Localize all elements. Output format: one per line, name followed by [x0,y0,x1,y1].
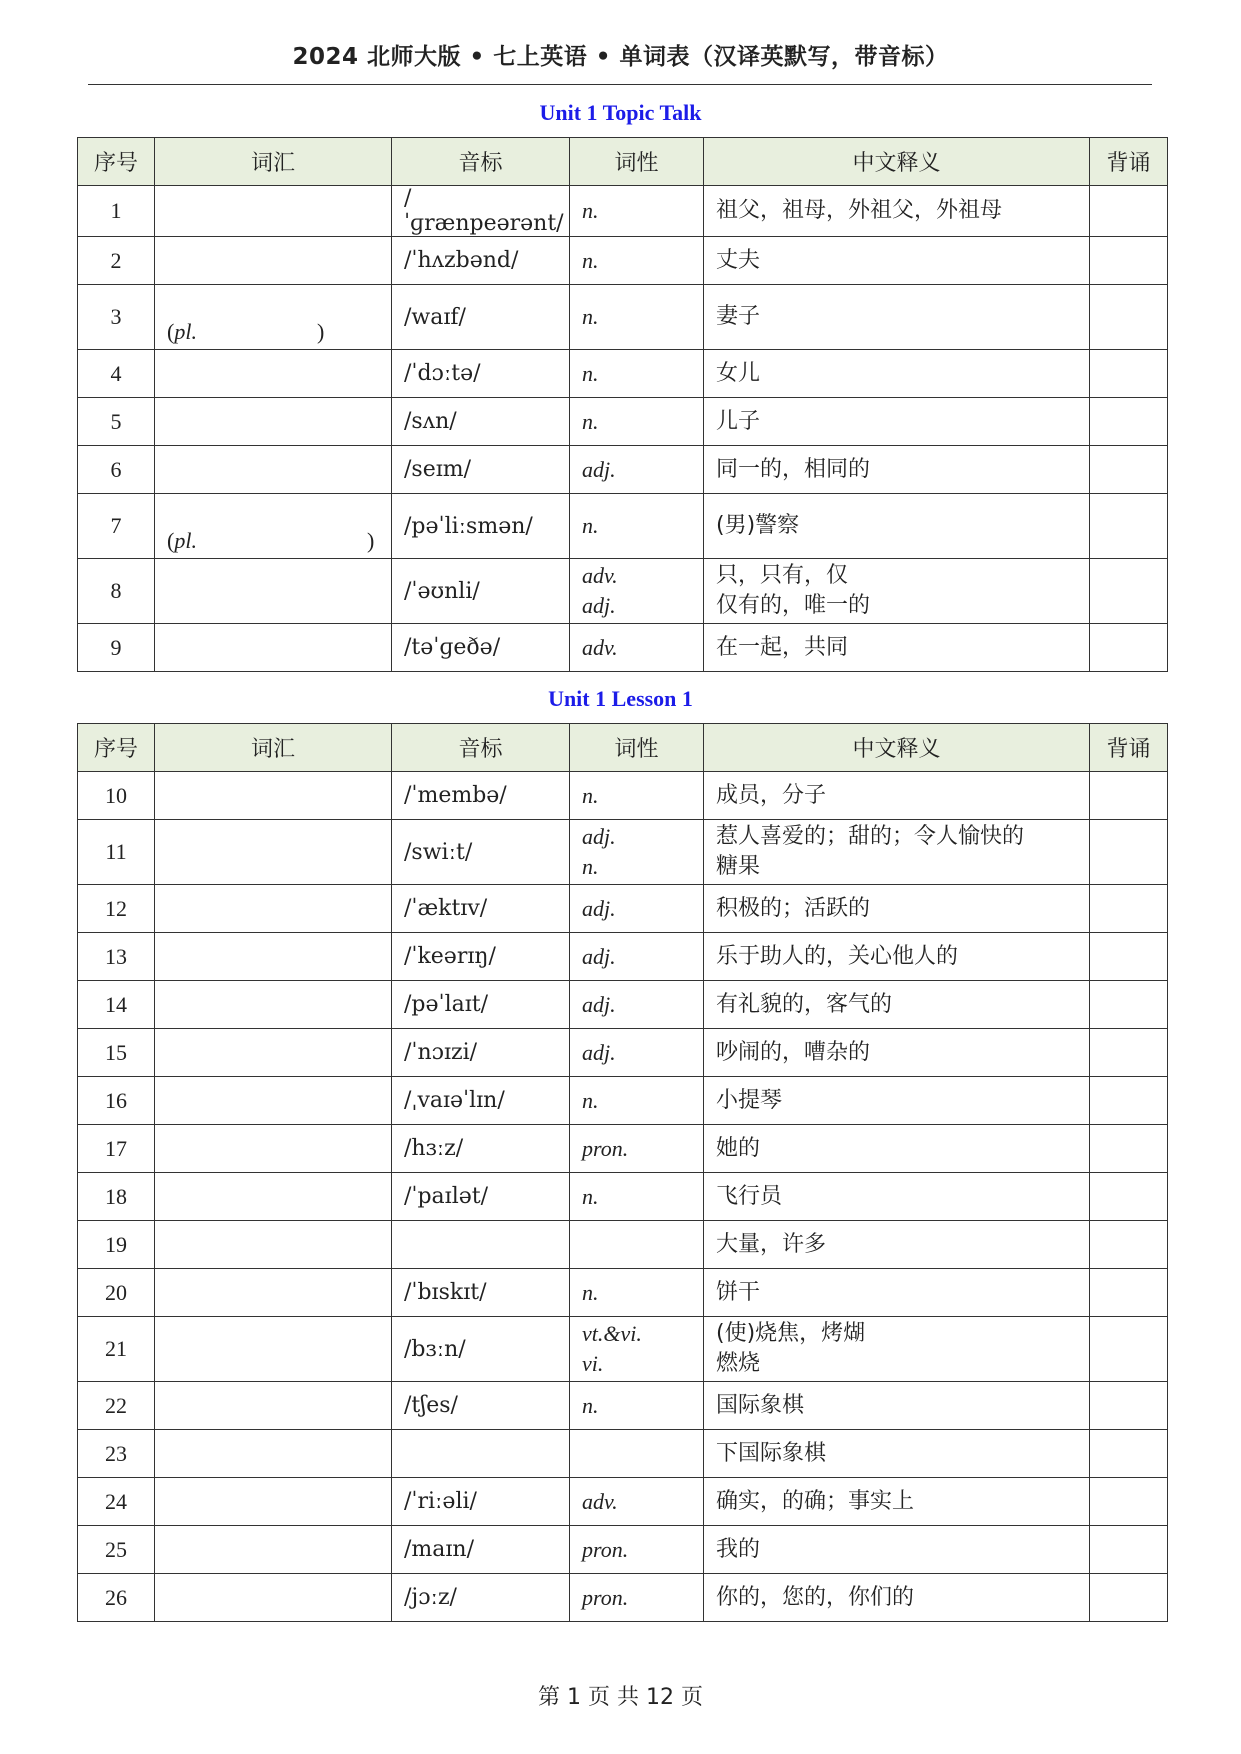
part-of-speech: vt.&vi. [582,1321,642,1346]
row-number: 25 [78,1526,155,1574]
table-row [78,559,1168,624]
table-row [78,820,1168,885]
word-blank-cell[interactable] [155,1430,392,1478]
recite-check-cell[interactable] [1090,933,1168,981]
word-blank-cell[interactable] [155,559,392,624]
row-number: 17 [78,1125,155,1173]
part-of-speech-cell [570,885,704,933]
word-blank-cell[interactable] [155,933,392,981]
recite-check-cell[interactable] [1090,237,1168,285]
meaning-text: 我的 [716,1536,761,1562]
meaning-text: 只，只有，仅 [716,563,849,588]
meaning-text: 糖果 [716,854,761,879]
phonetic-cell: /ˈnɔɪzi/ [392,1029,570,1077]
meaning-text: 小提琴 [716,1087,783,1113]
row-number: 9 [78,624,155,672]
meaning-text: 下国际象棋 [716,1440,827,1466]
recite-check-cell[interactable] [1090,1221,1168,1269]
meaning-cell [704,1317,1090,1382]
phonetic-cell: /tʃes/ [392,1382,570,1430]
part-of-speech-cell [570,1382,704,1430]
word-blank-cell[interactable] [155,398,392,446]
table-row [78,1382,1168,1430]
col-header-word: 词汇 [155,724,392,772]
part-of-speech-cell [570,285,704,350]
part-of-speech: adj. [582,456,616,482]
part-of-speech: adv. [582,634,618,660]
part-of-speech-cell [570,494,704,559]
row-number: 7 [78,494,155,559]
table-header-row [78,724,1168,772]
phonetic-cell: /təˈɡeðə/ [392,624,570,672]
word-blank-cell[interactable] [155,1029,392,1077]
meaning-cell [704,1029,1090,1077]
phonetic-cell: /waɪf/ [392,285,570,350]
table-row [78,1221,1168,1269]
part-of-speech: n. [582,1183,599,1209]
recite-check-cell[interactable] [1090,350,1168,398]
part-of-speech: adj. [582,943,616,969]
page-footer: 第 1 页 共 12 页 [538,1685,703,1710]
table-row [78,1173,1168,1221]
phonetic-cell: /ˈbɪskɪt/ [392,1269,570,1317]
phonetic-cell: /ˈdɔːtə/ [392,350,570,398]
meaning-cell [704,285,1090,350]
part-of-speech-cell [570,772,704,820]
part-of-speech-cell [570,1317,704,1382]
word-blank-cell[interactable] [155,1125,392,1173]
recite-check-cell[interactable] [1090,1077,1168,1125]
table-row [78,1029,1168,1077]
row-number: 10 [78,772,155,820]
phonetic-cell: /ˈhʌzbənd/ [392,237,570,285]
meaning-cell [704,820,1090,885]
word-blank-cell[interactable] [155,981,392,1029]
meaning-cell [704,350,1090,398]
part-of-speech-cell [570,1125,704,1173]
part-of-speech-cell [570,1526,704,1574]
phonetic-cell: /ˈɡrænpeərənt/ [392,186,570,237]
col-header-meaning: 中文释义 [704,138,1090,186]
meaning-text: 燃烧 [716,1351,761,1376]
table-row [78,494,1168,559]
row-number: 8 [78,559,155,624]
meaning-text: 积极的；活跃的 [716,895,871,921]
recite-check-cell[interactable] [1090,1574,1168,1622]
word-blank-cell[interactable] [155,350,392,398]
word-blank-cell[interactable] [155,1173,392,1221]
word-blank-cell[interactable] [155,1478,392,1526]
row-number: 11 [78,820,155,885]
table-row [78,624,1168,672]
table-row [78,1317,1168,1382]
recite-check-cell[interactable] [1090,186,1168,237]
vocab-table-topic-talk [77,137,1168,672]
meaning-text: 国际象棋 [716,1392,805,1418]
vocab-table-lesson-1 [77,723,1168,1622]
meaning-cell [704,933,1090,981]
meaning-text: 丈夫 [716,247,761,273]
part-of-speech-cell [570,624,704,672]
part-of-speech-cell [570,1269,704,1317]
col-header-pos: 词性 [570,138,704,186]
part-of-speech: n. [582,782,599,808]
col-header-recite: 背诵 [1090,138,1168,186]
part-of-speech: pron. [582,1584,629,1610]
meaning-cell [704,446,1090,494]
table-row [78,1430,1168,1478]
meaning-cell [704,1125,1090,1173]
part-of-speech: pron. [582,1536,629,1562]
meaning-text: 在一起，共同 [716,634,849,660]
recite-check-cell[interactable] [1090,285,1168,350]
recite-check-cell[interactable] [1090,1526,1168,1574]
plural-note: (pl. ) [167,319,325,344]
word-blank-cell[interactable] [155,772,392,820]
meaning-cell [704,772,1090,820]
word-blank-cell[interactable] [155,820,392,885]
table-row [78,1526,1168,1574]
meaning-text: 有礼貌的，客气的 [716,991,893,1017]
meaning-cell [704,1478,1090,1526]
table-row [78,1125,1168,1173]
recite-check-cell[interactable] [1090,1430,1168,1478]
meaning-cell [704,494,1090,559]
table-row [78,981,1168,1029]
part-of-speech: vi. [582,1351,604,1376]
recite-check-cell[interactable] [1090,494,1168,559]
part-of-speech: n. [582,1087,599,1113]
word-blank-cell[interactable] [155,885,392,933]
meaning-cell [704,981,1090,1029]
part-of-speech: pron. [582,1135,629,1161]
meaning-text: 吵闹的，嘈杂的 [716,1039,871,1065]
meaning-text: 大量，许多 [716,1231,827,1257]
meaning-text: 她的 [716,1135,761,1161]
meaning-text: 你的，您的，你们的 [716,1584,915,1610]
row-number: 5 [78,398,155,446]
recite-check-cell[interactable] [1090,1317,1168,1382]
row-number: 15 [78,1029,155,1077]
word-blank-cell[interactable] [155,285,392,350]
recite-check-cell[interactable] [1090,1269,1168,1317]
word-blank-cell[interactable] [155,237,392,285]
recite-check-cell[interactable] [1090,772,1168,820]
phonetic-cell: /seɪm/ [392,446,570,494]
part-of-speech: n. [582,513,599,538]
plural-label: pl. [174,528,197,553]
part-of-speech-cell [570,933,704,981]
phonetic-cell: /pəˈliːsmən/ [392,494,570,559]
part-of-speech: adj. [582,991,616,1017]
meaning-text: (男)警察 [716,513,800,538]
table-row [78,1269,1168,1317]
meaning-cell [704,885,1090,933]
table-row [78,398,1168,446]
part-of-speech: n. [582,198,599,223]
part-of-speech: adv. [582,1488,618,1514]
meaning-text: 惹人喜爱的；甜的；令人愉快的 [716,824,1025,849]
word-blank-cell[interactable] [155,1269,392,1317]
table-row [78,186,1168,237]
meaning-cell [704,1077,1090,1125]
row-number: 22 [78,1382,155,1430]
col-header-word: 词汇 [155,138,392,186]
row-number: 2 [78,237,155,285]
word-blank-cell[interactable] [155,186,392,237]
part-of-speech-cell [570,981,704,1029]
phonetic-cell: /hɜːz/ [392,1125,570,1173]
part-of-speech: n. [582,304,599,329]
section-title-lesson-1: Unit 1 Lesson 1 [548,686,693,711]
word-blank-cell[interactable] [155,1077,392,1125]
table-row [78,350,1168,398]
phonetic-cell: /ˈpaɪlət/ [392,1173,570,1221]
recite-check-cell[interactable] [1090,624,1168,672]
row-number: 3 [78,285,155,350]
phonetic-cell [392,1430,570,1478]
recite-check-cell[interactable] [1090,398,1168,446]
word-blank-cell[interactable] [155,494,392,559]
col-header-phonetic: 音标 [392,724,570,772]
row-number: 23 [78,1430,155,1478]
phonetic-cell: /jɔːz/ [392,1574,570,1622]
part-of-speech: n. [582,360,599,386]
recite-check-cell[interactable] [1090,559,1168,624]
part-of-speech: adj. [582,895,616,921]
part-of-speech-cell [570,237,704,285]
meaning-cell [704,1526,1090,1574]
meaning-cell [704,559,1090,624]
part-of-speech-cell [570,1173,704,1221]
phonetic-cell: /ˌvaɪəˈlɪn/ [392,1077,570,1125]
part-of-speech: adj. [582,1039,616,1065]
meaning-cell [704,1574,1090,1622]
table-header-row [78,138,1168,186]
meaning-text: 饼干 [716,1279,761,1305]
meaning-cell [704,1221,1090,1269]
table-row [78,885,1168,933]
col-header-meaning: 中文释义 [704,724,1090,772]
word-blank-cell[interactable] [155,1574,392,1622]
recite-check-cell[interactable] [1090,1125,1168,1173]
table-row [78,1574,1168,1622]
word-blank-cell[interactable] [155,446,392,494]
part-of-speech-cell [570,820,704,885]
part-of-speech-cell [570,1221,704,1269]
row-number: 21 [78,1317,155,1382]
row-number: 26 [78,1574,155,1622]
row-number: 14 [78,981,155,1029]
meaning-text: 成员，分子 [716,782,827,808]
meaning-text: 女儿 [716,360,761,386]
meaning-cell [704,1173,1090,1221]
table-row [78,285,1168,350]
plural-label: pl. [174,319,197,344]
part-of-speech-cell [570,398,704,446]
meaning-text: 飞行员 [716,1183,783,1209]
row-number: 6 [78,446,155,494]
table-row [78,933,1168,981]
part-of-speech: adj. [582,824,616,849]
meaning-cell [704,624,1090,672]
table-row [78,1478,1168,1526]
plural-note: (pl. ) [167,528,375,553]
recite-check-cell[interactable] [1090,1029,1168,1077]
meaning-text: 确实，的确；事实上 [716,1488,915,1514]
row-number: 16 [78,1077,155,1125]
meaning-cell [704,237,1090,285]
part-of-speech: adj. [582,593,616,618]
phonetic-cell: /sʌn/ [392,398,570,446]
row-number: 1 [78,186,155,237]
col-header-index: 序号 [78,724,155,772]
part-of-speech: n. [582,408,599,434]
meaning-cell [704,1382,1090,1430]
recite-check-cell[interactable] [1090,885,1168,933]
row-number: 4 [78,350,155,398]
row-number: 13 [78,933,155,981]
row-number: 24 [78,1478,155,1526]
row-number: 18 [78,1173,155,1221]
meaning-cell [704,398,1090,446]
part-of-speech-cell [570,446,704,494]
phonetic-cell: /ˈriːəli/ [392,1478,570,1526]
meaning-text: (使)烧焦，烤煳 [716,1321,866,1346]
part-of-speech-cell [570,559,704,624]
title-divider [88,84,1152,85]
phonetic-cell: /bɜːn/ [392,1317,570,1382]
recite-check-cell[interactable] [1090,981,1168,1029]
phonetic-cell: /ˈæktɪv/ [392,885,570,933]
phonetic-cell: /maɪn/ [392,1526,570,1574]
part-of-speech-cell [570,186,704,237]
part-of-speech-cell [570,350,704,398]
col-header-index: 序号 [78,138,155,186]
part-of-speech: n. [582,247,599,273]
part-of-speech-cell [570,1478,704,1526]
meaning-text: 妻子 [716,304,761,329]
recite-check-cell[interactable] [1090,1478,1168,1526]
word-blank-cell[interactable] [155,1317,392,1382]
part-of-speech-cell [570,1574,704,1622]
row-number: 19 [78,1221,155,1269]
table-row [78,1077,1168,1125]
recite-check-cell[interactable] [1090,820,1168,885]
phonetic-cell: /swiːt/ [392,820,570,885]
col-header-phonetic: 音标 [392,138,570,186]
phonetic-cell: /pəˈlaɪt/ [392,981,570,1029]
recite-check-cell[interactable] [1090,1382,1168,1430]
word-blank-cell[interactable] [155,1382,392,1430]
part-of-speech: n. [582,1279,599,1305]
meaning-text: 儿子 [716,408,761,434]
meaning-cell [704,1269,1090,1317]
word-blank-cell[interactable] [155,624,392,672]
meaning-text: 仅有的，唯一的 [716,593,871,618]
table-row [78,772,1168,820]
col-header-recite: 背诵 [1090,724,1168,772]
word-blank-cell[interactable] [155,1221,392,1269]
table-row [78,237,1168,285]
phonetic-cell [392,1221,570,1269]
word-blank-cell[interactable] [155,1526,392,1574]
part-of-speech-cell [570,1029,704,1077]
phonetic-cell: /ˈmembə/ [392,772,570,820]
recite-check-cell[interactable] [1090,446,1168,494]
phonetic-cell: /ˈkeərɪŋ/ [392,933,570,981]
part-of-speech-cell [570,1077,704,1125]
row-number: 20 [78,1269,155,1317]
meaning-cell [704,186,1090,237]
document-title: 2024 北师大版 • 七上英语 • 单词表（汉译英默写，带音标） [292,44,949,70]
phonetic-cell: /ˈəʊnli/ [392,559,570,624]
recite-check-cell[interactable] [1090,1173,1168,1221]
row-number: 12 [78,885,155,933]
meaning-text: 祖父，祖母，外祖父，外祖母 [716,198,1003,223]
part-of-speech: n. [582,1392,599,1418]
part-of-speech: n. [582,854,599,879]
part-of-speech-cell [570,1430,704,1478]
section-title-topic-talk: Unit 1 Topic Talk [539,100,702,125]
col-header-pos: 词性 [570,724,704,772]
table-row [78,446,1168,494]
meaning-text: 同一的，相同的 [716,456,871,482]
meaning-text: 乐于助人的，关心他人的 [716,943,959,969]
part-of-speech: adv. [582,563,618,588]
meaning-cell [704,1430,1090,1478]
